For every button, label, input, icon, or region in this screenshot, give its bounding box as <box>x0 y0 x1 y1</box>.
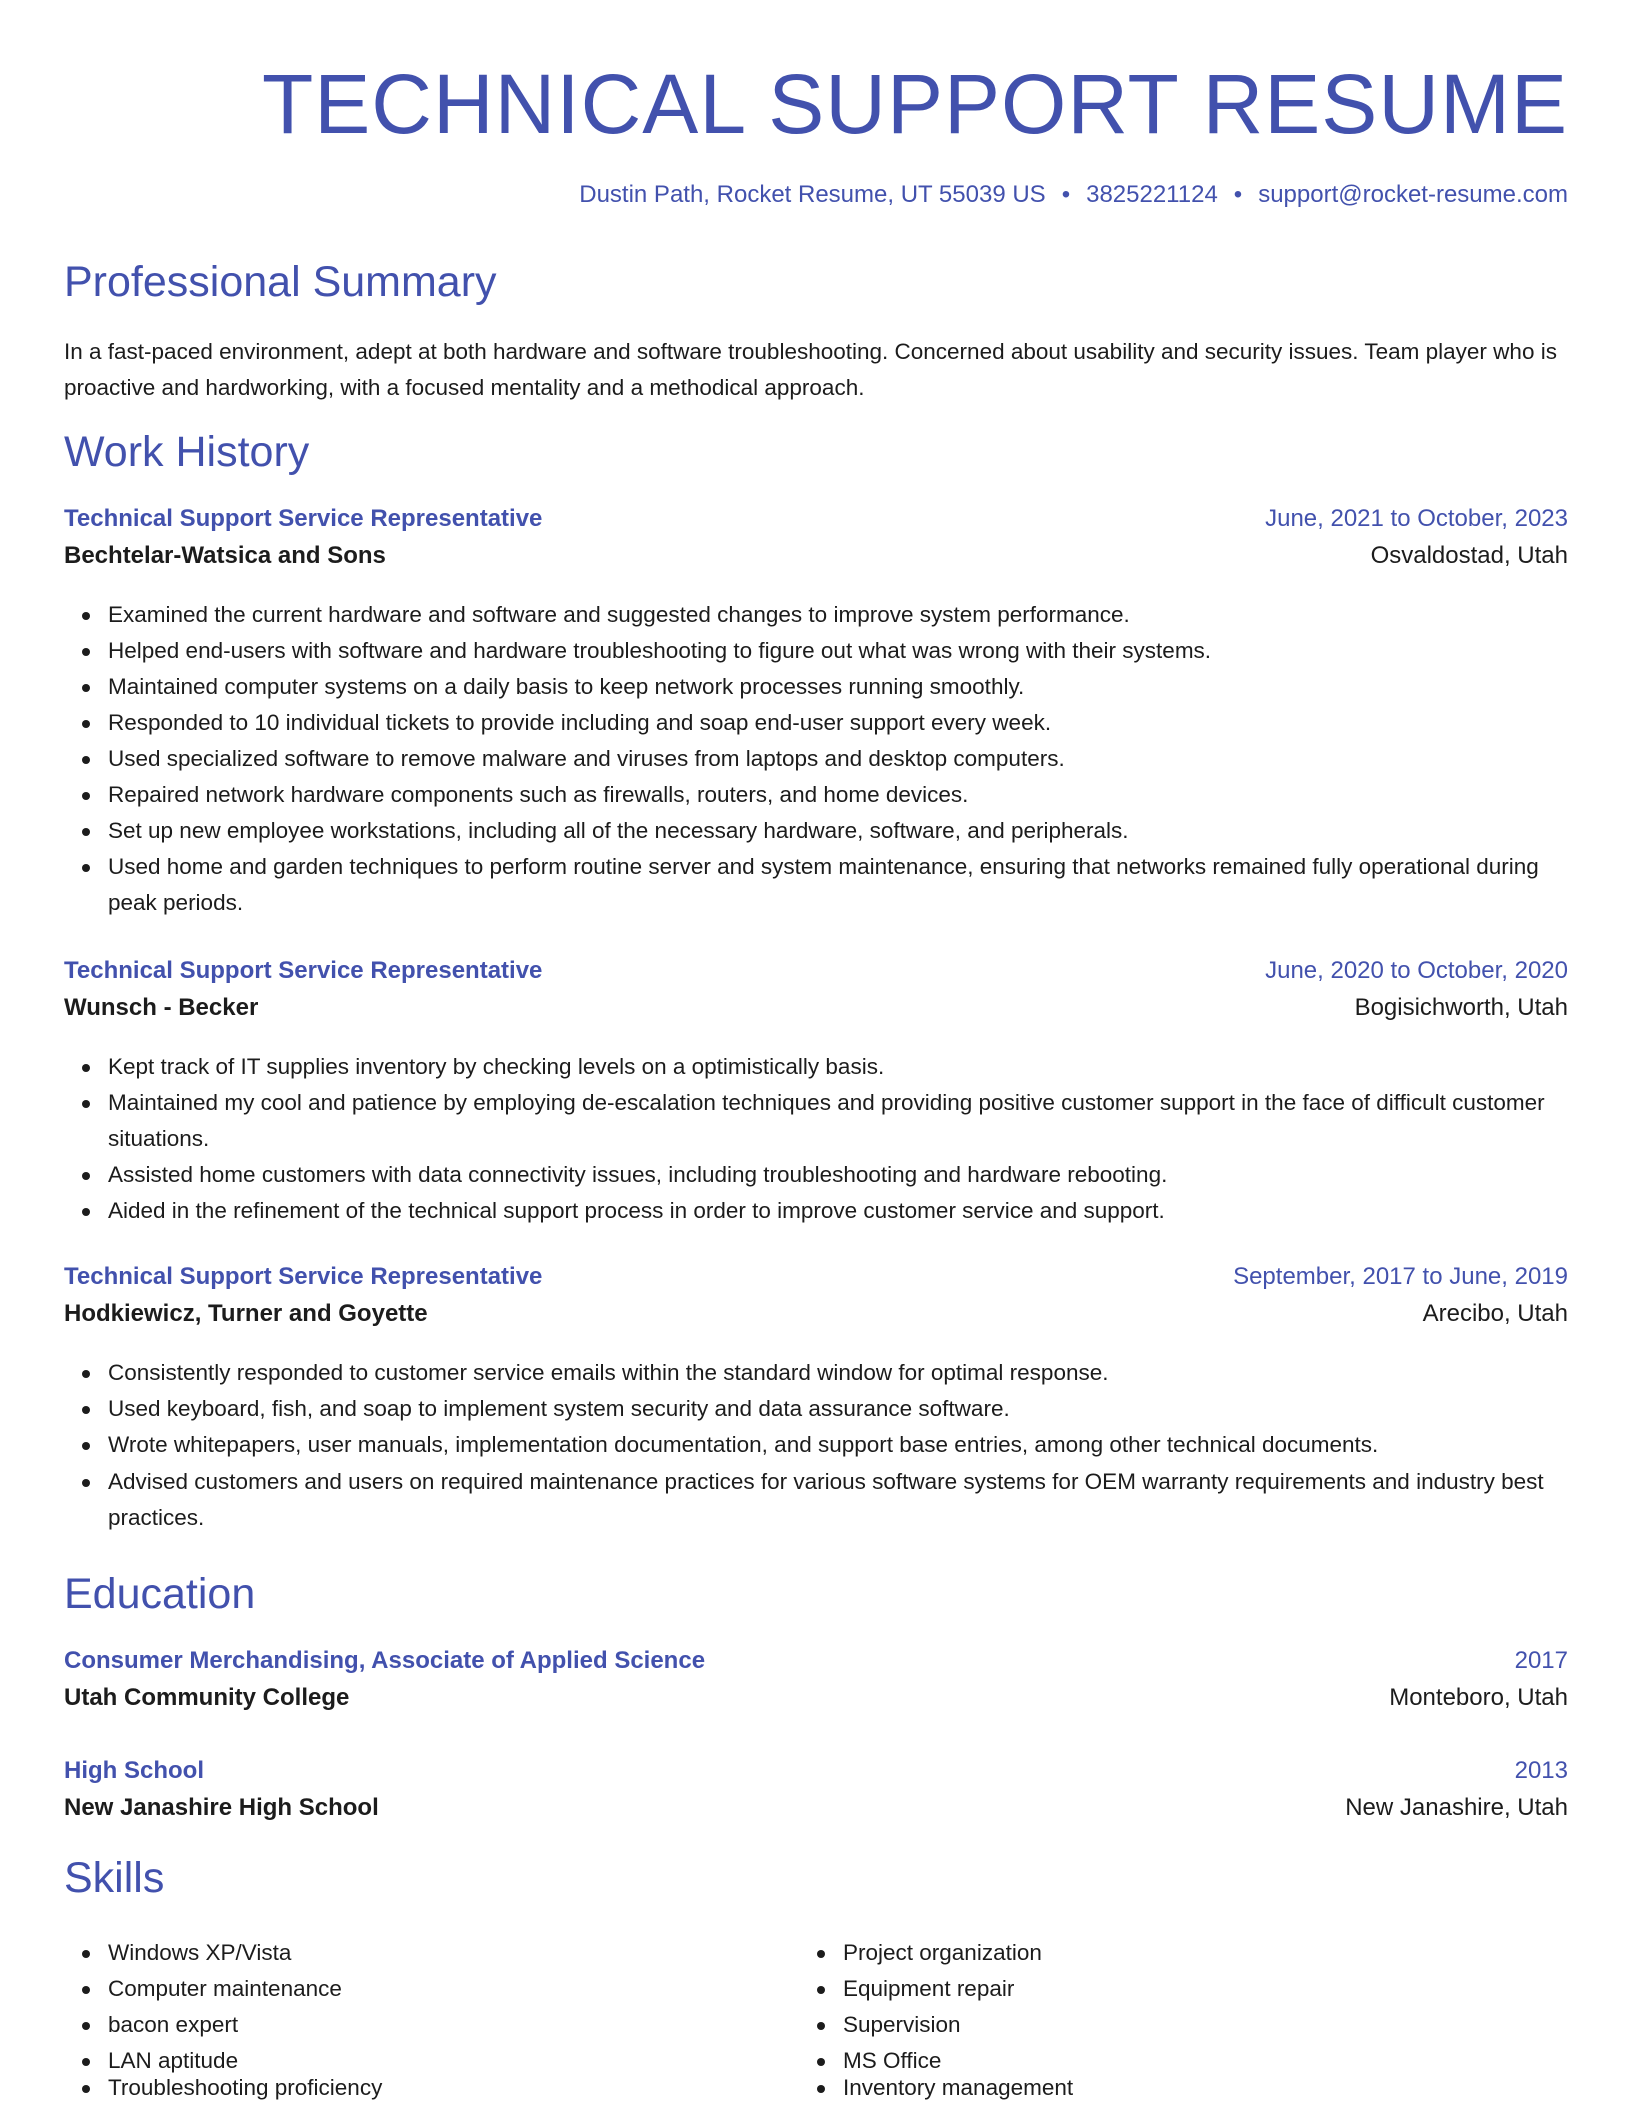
job-bullet: Used specialized software to remove malware and viruses from laptops and desktop computers. <box>108 741 1568 777</box>
job-location: Osvaldostad, Utah <box>1370 542 1568 569</box>
skill-item: Inventory management <box>843 2070 1073 2106</box>
contact-phone[interactable]: 3825221124 <box>1086 181 1218 208</box>
education-school: Utah Community College <box>64 1684 350 1711</box>
work-history-heading: Work History <box>64 428 310 476</box>
contact-separator: • <box>1061 181 1071 208</box>
job-bullet: Examined the current hardware and software and suggested changes to improve system performance. <box>108 597 1568 633</box>
job-dates: September, 2017 to June, 2019 <box>1233 1263 1568 1290</box>
summary-heading: Professional Summary <box>64 258 497 306</box>
job-bullet: Helped end-users with software and hardware troubleshooting to figure out what was wrong with their systems. <box>108 633 1568 669</box>
job-bullet: Maintained computer systems on a daily basis to keep network processes running smoothly. <box>108 669 1568 705</box>
summary-text: In a fast-paced environment, adept at both hardware and software troubleshooting. Concerned about usability and security issues. Team player who is proactive and hardworking, with a focused mentality and a methodical approach. <box>64 339 1557 400</box>
job-bullet: Wrote whitepapers, user manuals, implementation documentation, and support base entries, among other technical documents. <box>108 1427 1568 1463</box>
job-entry-header <box>64 1263 1568 1339</box>
job-entry-header <box>64 957 1568 1033</box>
job-bullet: Advised customers and users on required maintenance practices for various software systems for OEM warranty requirements and industry best practices. <box>108 1464 1568 1536</box>
job-bullet: Aided in the refinement of the technical support process in order to improve customer service and support. <box>108 1193 1568 1229</box>
education-location: New Janashire, Utah <box>1345 1794 1568 1821</box>
job-bullet: Assisted home customers with data connectivity issues, including troubleshooting and hardware rebooting. <box>108 1157 1568 1193</box>
skill-item: bacon expert <box>108 2007 238 2043</box>
contact-email[interactable]: support@rocket-resume.com <box>1258 181 1568 208</box>
job-location: Arecibo, Utah <box>1422 1300 1568 1327</box>
job-bullet: Repaired network hardware components such as firewalls, routers, and home devices. <box>108 777 1568 813</box>
job-bullet: Set up new employee workstations, including all of the necessary hardware, software, and peripherals. <box>108 813 1568 849</box>
skill-item: Supervision <box>843 2007 961 2043</box>
education-entry-header <box>64 1647 1568 1723</box>
job-company: Hodkiewicz, Turner and Goyette <box>64 1300 428 1327</box>
education-school: New Janashire High School <box>64 1794 379 1821</box>
education-heading: Education <box>64 1570 256 1618</box>
contact-line <box>579 181 1568 209</box>
job-role: Technical Support Service Representative <box>64 957 543 984</box>
skill-item: Project organization <box>843 1935 1042 1971</box>
education-degree: Consumer Merchandising, Associate of Applied Science <box>64 1647 706 1674</box>
skill-item: MS Office <box>843 2043 941 2079</box>
education-entry-header <box>64 1757 1568 1833</box>
skill-item: Equipment repair <box>843 1971 1014 2007</box>
job-bullet: Responded to 10 individual tickets to provide including and soap end-user support every week. <box>108 705 1568 741</box>
education-location: Monteboro, Utah <box>1389 1684 1568 1711</box>
job-company: Wunsch - Becker <box>64 994 259 1021</box>
education-year: 2017 <box>1514 1647 1568 1674</box>
job-bullet: Maintained my cool and patience by employing de-escalation techniques and providing positive customer support in the face of difficult customer situations. <box>108 1085 1568 1157</box>
resume-title: TECHNICAL SUPPORT RESUME <box>261 57 1568 151</box>
job-bullet: Used keyboard, fish, and soap to implement system security and data assurance software. <box>108 1391 1568 1427</box>
job-bullet: Used home and garden techniques to perform routine server and system maintenance, ensuring that networks remained fully operational during peak periods. <box>108 849 1568 921</box>
contact-separator: • <box>1233 181 1243 208</box>
skills-heading: Skills <box>64 1854 165 1902</box>
job-role: Technical Support Service Representative <box>64 505 543 532</box>
job-bullet: Consistently responded to customer service emails within the standard window for optimal response. <box>108 1355 1568 1391</box>
job-dates: June, 2021 to October, 2023 <box>1265 505 1568 532</box>
resume-page <box>64 0 1568 2112</box>
job-dates: June, 2020 to October, 2020 <box>1265 957 1568 984</box>
education-degree: High School <box>64 1757 204 1784</box>
education-year: 2013 <box>1514 1757 1568 1784</box>
skill-item: Troubleshooting proficiency <box>108 2070 382 2106</box>
job-bullet: Kept track of IT supplies inventory by checking levels on a optimistically basis. <box>108 1049 1568 1085</box>
job-entry-header <box>64 505 1568 581</box>
contact-address: Dustin Path, Rocket Resume, UT 55039 US <box>579 181 1046 208</box>
skill-item: Computer maintenance <box>108 1971 342 2007</box>
job-company: Bechtelar-Watsica and Sons <box>64 542 386 569</box>
skill-item: LAN aptitude <box>108 2043 238 2079</box>
job-role: Technical Support Service Representative <box>64 1263 543 1290</box>
job-location: Bogisichworth, Utah <box>1354 994 1568 1021</box>
skill-item: Windows XP/Vista <box>108 1935 291 1971</box>
